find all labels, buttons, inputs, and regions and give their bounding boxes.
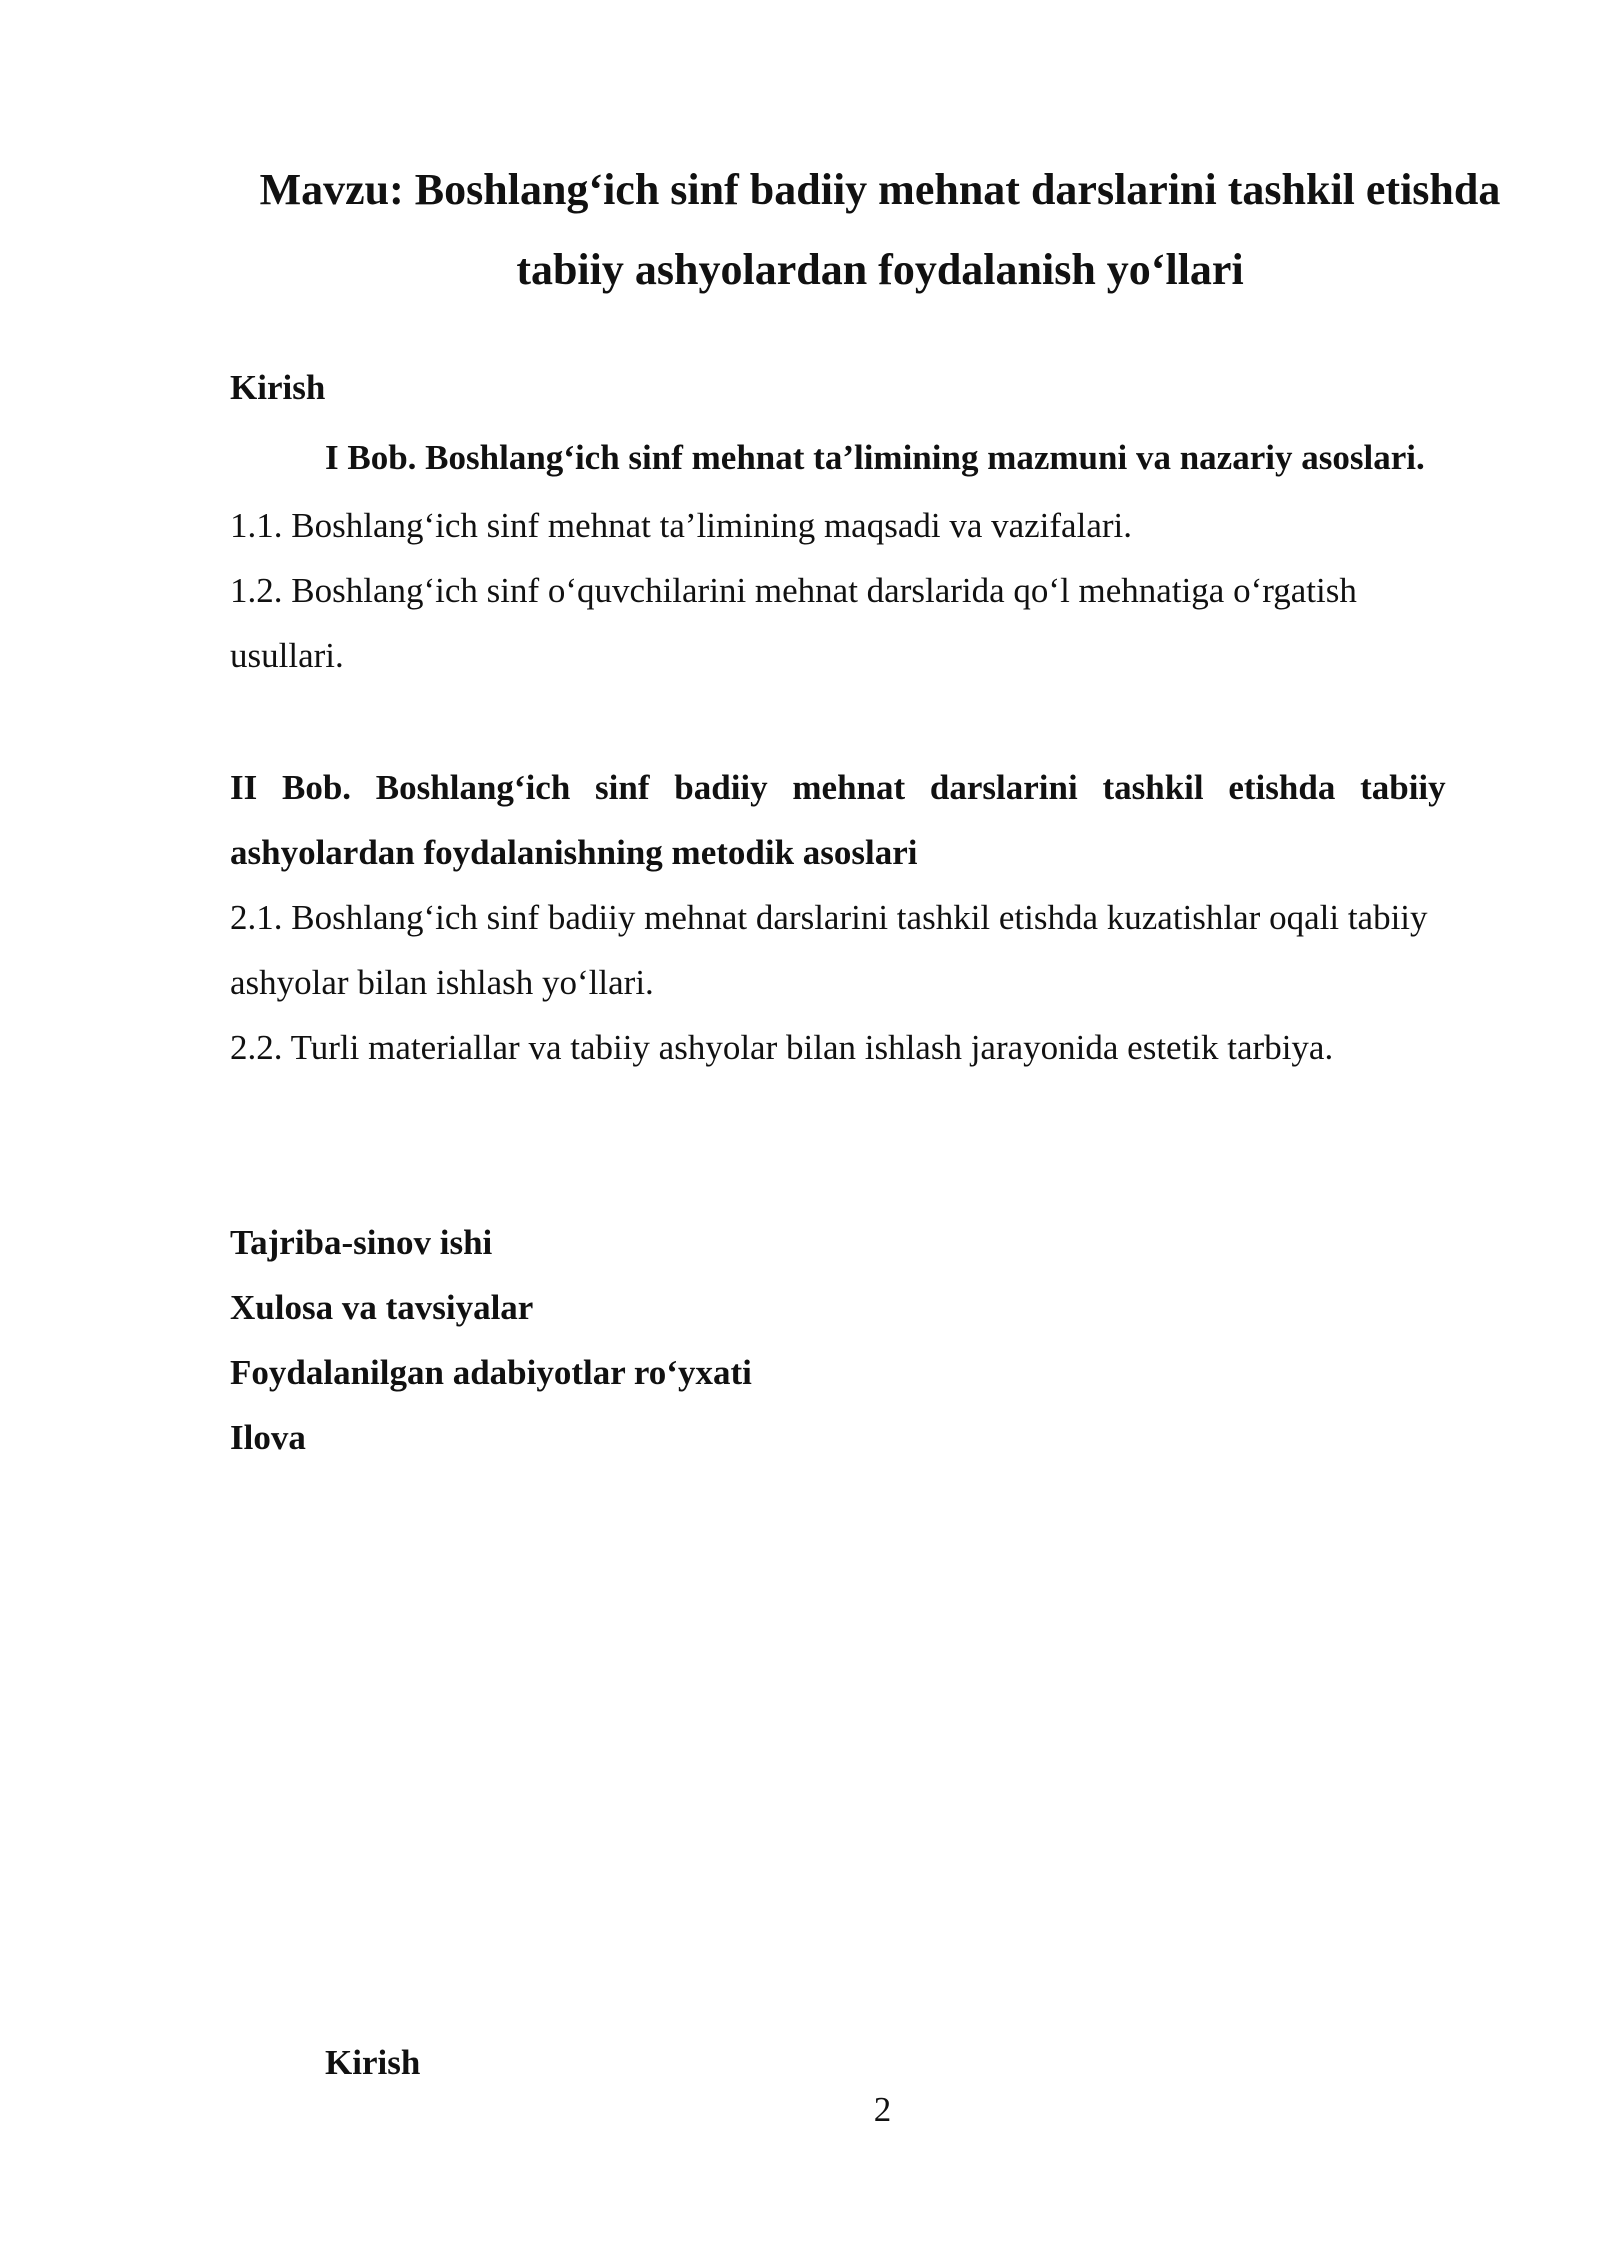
toc-intro: Kirish	[230, 368, 326, 407]
toc-item-2-2: 2.2. Turli materiallar va tabiiy ashyolar bilan ishlash jarayonida estetik tarbiya.	[230, 1028, 1334, 1067]
toc-item-1-2	[230, 558, 1528, 623]
toc-appendix: Ilova	[230, 1418, 306, 1457]
page-number: 2	[873, 2090, 892, 2129]
title-line-2: tabiiy ashyolardan foydalanish yo‘llari	[516, 245, 1244, 294]
toc-conclusion: Xulosa va tavsiyalar	[230, 1288, 534, 1327]
toc-item-2-1-line-1: 2.1. Boshlang‘ich sinf badiiy mehnat darslarini tashkil etishda kuzatishlar oqali tabiiy	[230, 898, 1428, 937]
toc-item-2-1-line-2: ashyolar bilan ishlash yo‘llari.	[230, 963, 654, 1002]
toc-chapter-1: I Bob. Boshlang‘ich sinf mehnat ta’limining mazmuni va nazariy asoslari.	[325, 438, 1425, 477]
toc-item-1-2-line-1: 1.2. Boshlang‘ich sinf o‘quvchilarini mehnat darslarida qo‘l mehnatiga o‘rgatish	[230, 571, 1357, 610]
toc-experiment: Tajriba-sinov ishi	[230, 1223, 493, 1262]
next-section-heading: Kirish	[325, 2043, 421, 2082]
toc-item-1-1: 1.1. Boshlang‘ich sinf mehnat ta’limining maqsadi va vazifalari.	[230, 506, 1132, 545]
title-line-1: Mavzu: Boshlang‘ich sinf badiiy mehnat darslarini tashkil etishda	[259, 165, 1501, 214]
toc-item-1-2-line-2: usullari.	[230, 636, 344, 675]
document-title	[230, 150, 1530, 310]
toc-references: Foydalanilgan adabiyotlar ro‘yxati	[230, 1353, 752, 1392]
toc-chapter-2-line-1: II Bob. Boshlang‘ich sinf badiiy mehnat darslarini tashkil etishda tabiiy	[230, 768, 1446, 807]
toc-chapter-2-line-2: ashyolardan foydalanishning metodik asoslari	[230, 833, 918, 872]
